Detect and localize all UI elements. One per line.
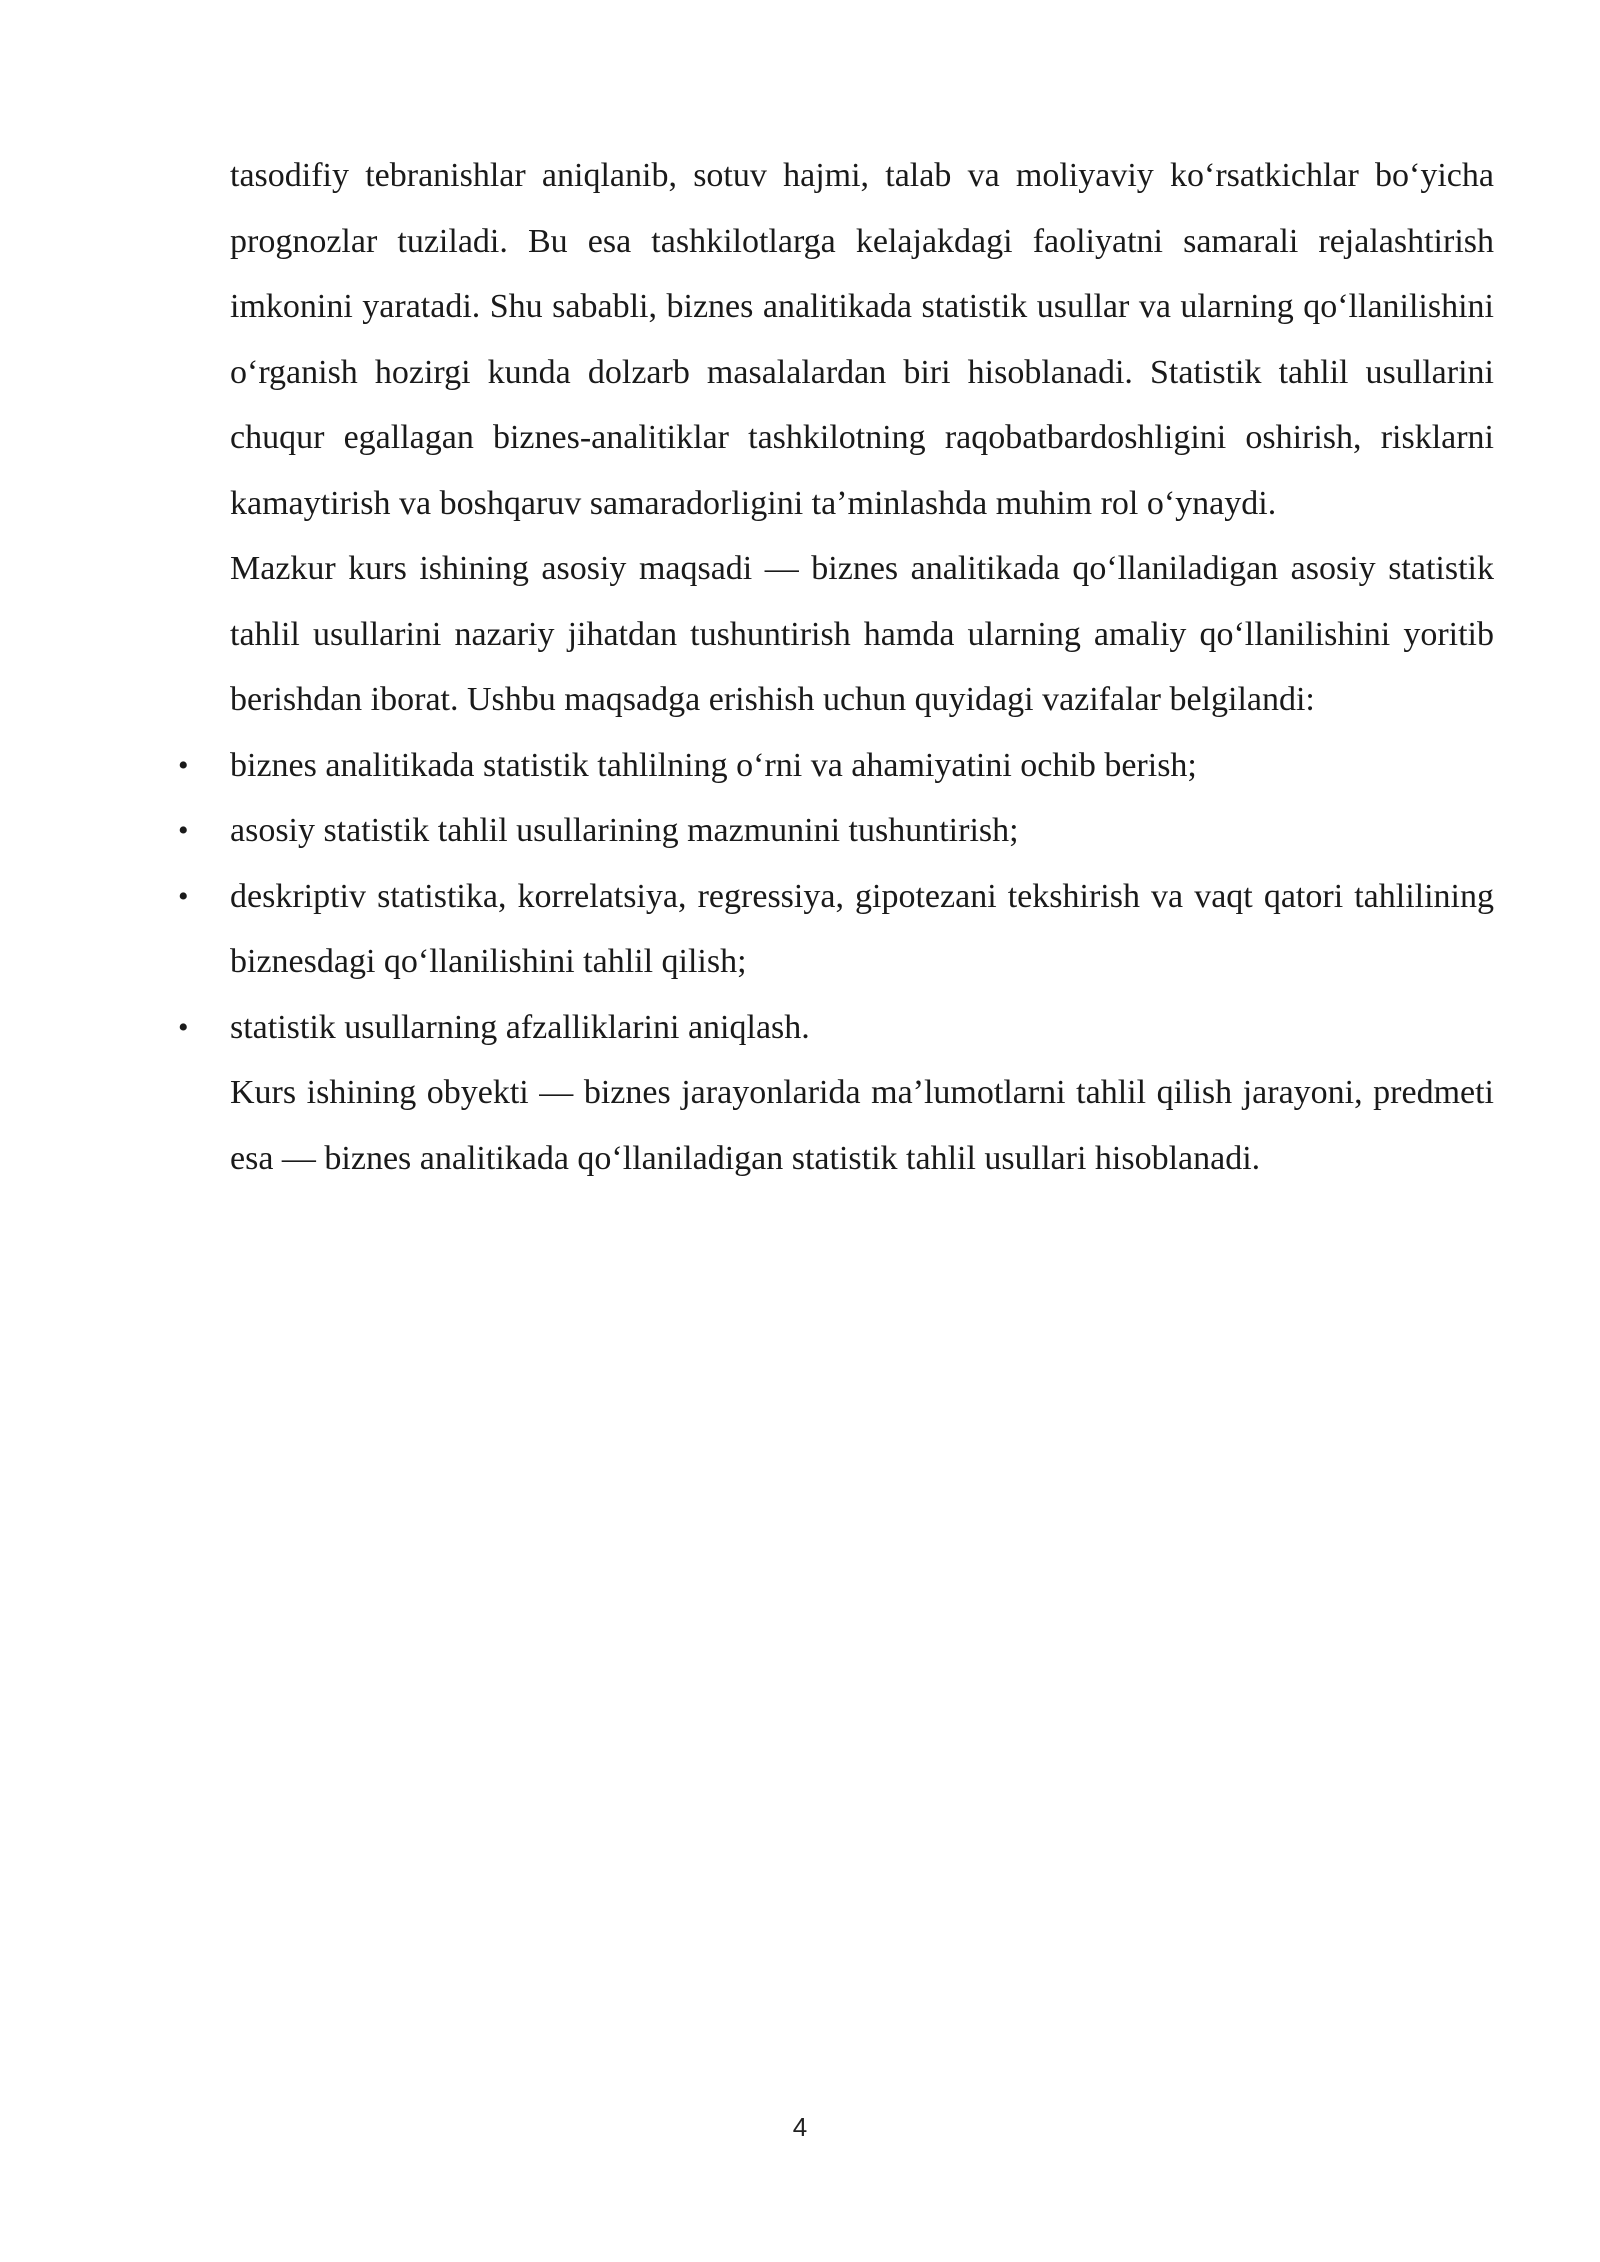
list-item-text: statistik usullarning afzalliklarini aniqlash.	[230, 1008, 810, 1046]
bullet-icon: •	[178, 1010, 189, 1044]
list-item	[178, 733, 1494, 799]
bullet-icon: •	[178, 814, 189, 847]
bullet-icon: •	[178, 879, 189, 913]
list-item	[178, 995, 1494, 1061]
list-item	[178, 798, 1494, 864]
page-body	[178, 143, 1494, 1191]
paragraph-goal: Mazkur kurs ishining asosiy maqsadi — biznes analitikada qoʻllaniladigan asosiy statistik tahlil usullarini nazariy jihatdan tushuntirish hamda ularning amaliy qoʻllanilishini yoritib berishdan iborat. Ushbu maqsadga erishish uchun quyidagi vazifalar belgilandi:	[230, 550, 1494, 718]
list-item	[178, 864, 1494, 995]
list-item-text: asosiy statistik tahlil usullarining mazmunini tushuntirish;	[230, 812, 1019, 849]
tasks-list	[178, 733, 1494, 1061]
paragraph-intro: tasodifiy tebranishlar aniqlanib, sotuv hajmi, talab va moliyaviy koʻrsatkichlar boʻyicha prognozlar tuziladi. Bu esa tashkilotlarga kelajakdagi faoliyatni samarali rejalashtirish imkonini yaratadi. Shu sababli, biznes analitikada statistik usullar va ularning qoʻllanilishini oʻrganish hozirgi kunda dolzarb masalalardan biri hisoblanadi. Statistik tahlil usullarini chuqur egallagan biznes-analitiklar tashkilotning raqobatbardoshligini oshirish, risklarni kamaytirish va boshqaruv samaradorligini taʼminlashda muhim rol oʻynaydi.	[230, 157, 1494, 522]
page-number: 4	[792, 2112, 808, 2142]
list-item-text: deskriptiv statistika, korrelatsiya, regressiya, gipotezani tekshirish va vaqt qatori tahlilining biznesdagi qoʻllanilishini tahlil qilish;	[230, 877, 1494, 980]
paragraph-object-subject: Kurs ishining obyekti — biznes jarayonlarida maʼlumotlarni tahlil qilish jarayoni, predmeti esa — biznes analitikada qoʻllaniladigan statistik tahlil usullari hisoblanadi.	[230, 1074, 1494, 1177]
bullet-icon: •	[178, 748, 189, 782]
list-item-text: biznes analitikada statistik tahlilning oʻrni va ahamiyatini ochib berish;	[230, 746, 1197, 784]
